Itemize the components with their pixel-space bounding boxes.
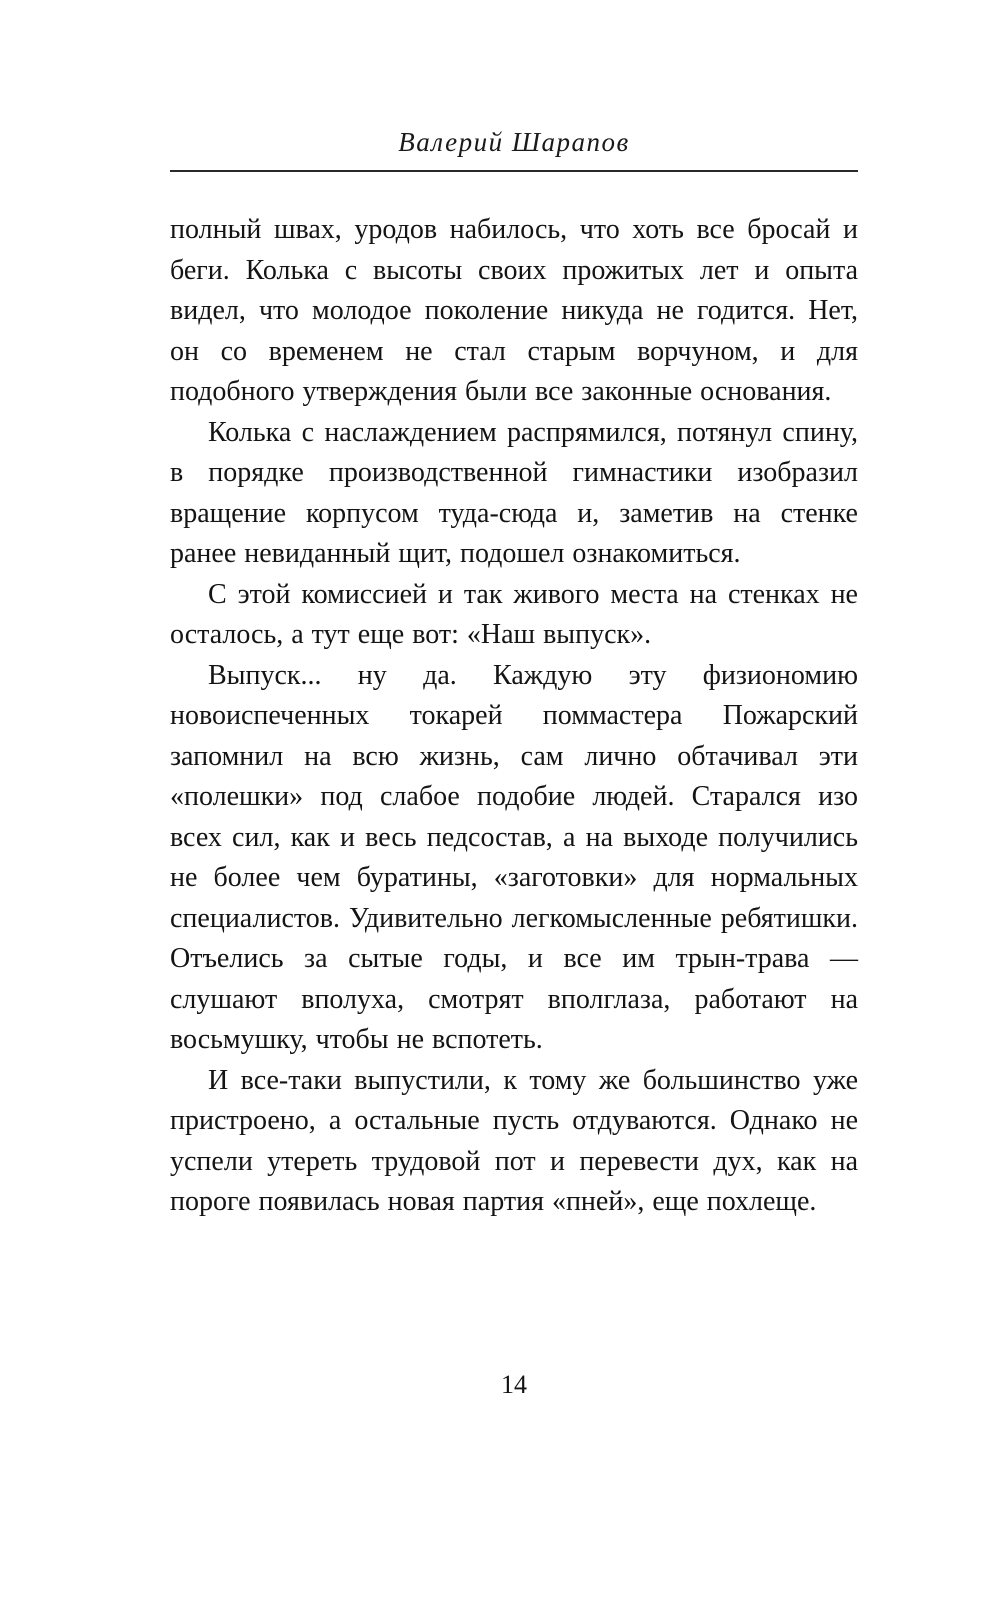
paragraph: С этой комиссией и так живого места на стенках не осталось, а тут еще вот: «Наш выпуск». [170, 578, 858, 650]
paragraph: полный швах, уродов набилось, что хоть все бросай и беги. Колька с высоты своих прожитых лет и опыта видел, что молодое поколение никуда не годится. Нет, он со временем не стал старым ворчуном, и для подобного утверждения были все законные основания. [170, 214, 858, 407]
paragraph: Выпуск... ну да. Каждую эту физиономию новоиспеченных токарей поммастера Пожарский запомнил на всю жизнь, сам лично обтачивал эти «полешки» под слабое подобие людей. Старался изо всех сил, как и весь педсостав, а на выходе получились не более чем буратины, «заготовки» для нормальных специалистов. Удивительно легкомысленные ребятишки. Отъелись за сытые годы, и все им трын-трава — слушают вполуха, смотрят вполглаза, работают на восьмушку, чтобы не вспотеть. [170, 659, 858, 1055]
author-name: Валерий Шарапов [398, 127, 630, 157]
running-header [170, 126, 858, 172]
header-rule [170, 170, 858, 172]
page-body [170, 210, 858, 1223]
paragraph: Колька с наслаждением распрямился, потянул спину, в порядке производственной гимнастики изобразил вращение корпусом туда-сюда и, заметив на стенке ранее невиданный щит, подошел ознакомиться. [170, 416, 858, 569]
paragraph: И все-таки выпустили, к тому же большинство уже пристроено, а остальные пусть отдуваются. Однако не успели утереть трудовой пот и перевести дух, как на пороге появилась новая партия «пней», еще похлеще. [170, 1064, 858, 1217]
page-number: 14 [501, 1370, 527, 1399]
